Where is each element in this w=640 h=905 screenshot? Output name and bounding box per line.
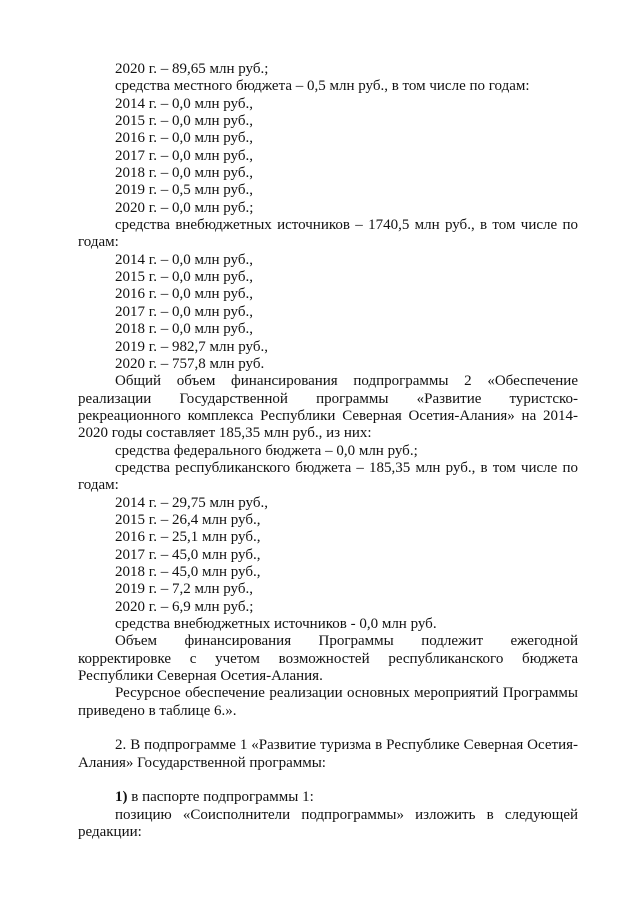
adjustment-line: корректировке с учетом возможностей республиканского бюджета [78, 650, 578, 667]
year-line: 2014 г. – 29,75 млн руб., [115, 494, 268, 511]
republican-budget-heading-cont: годам: [78, 477, 119, 494]
extrabudgetary-line: средства внебюджетных источников - 0,0 млн руб. [115, 616, 437, 632]
passport-line [78, 789, 578, 806]
resources-line: Ресурсное обеспечение реализации основных мероприятий Программы [115, 685, 578, 702]
funding-line-2020: 2020 г. – 89,65 млн руб.; [115, 61, 269, 77]
subprogram2-total-line: Общий объем финансирования подпрограммы 2 «Обеспечение [115, 373, 578, 390]
extrabudgetary-heading: средства внебюджетных источников – 1740,5 млн руб., в том числе по [115, 217, 578, 234]
year-line: 2019 г. – 7,2 млн руб., [115, 581, 253, 598]
amendment-item-line: Алания» Государственной программы: [78, 754, 326, 771]
republican-budget-heading: средства республиканского бюджета – 185,35 млн руб., в том числе по [115, 459, 578, 476]
resources-line: приведено в таблице 6.». [78, 702, 237, 719]
year-line: 2016 г. – 25,1 млн руб., [115, 529, 261, 546]
position-line: позицию «Соисполнители подпрограммы» изложить в следующей [115, 806, 578, 823]
adjustment-line: Республики Северная Осетия-Алания. [78, 668, 323, 685]
amendment-item-line: 2. В подпрограмме 1 «Развитие туризма в Республике Северная Осетия- [115, 737, 578, 754]
year-line: 2020 г. – 0,0 млн руб.; [115, 199, 254, 216]
year-line: 2015 г. – 0,0 млн руб., [115, 113, 253, 130]
year-line: 2016 г. – 0,0 млн руб., [115, 130, 253, 147]
year-line: 2014 г. – 0,0 млн руб., [115, 95, 253, 112]
passport-number: 1) [115, 789, 128, 806]
blank-line [78, 772, 578, 789]
subprogram2-total-line: реализации Государственной программы «Развитие туристско- [78, 390, 578, 407]
year-line: 2019 г. – 0,5 млн руб., [115, 182, 253, 199]
year-line: 2018 г. – 0,0 млн руб., [115, 165, 253, 182]
blank-line [78, 720, 578, 737]
year-line: 2017 г. – 45,0 млн руб., [115, 546, 261, 563]
federal-budget-line: средства федерального бюджета – 0,0 млн руб.; [115, 442, 418, 459]
subprogram2-total-line: рекреационного комплекса Республики Северная Осетия-Алания» на 2014- [78, 407, 578, 424]
position-line: редакции: [78, 824, 142, 841]
adjustment-line: Объем финансирования Программы подлежит ежегодной [115, 633, 578, 650]
year-line: 2018 г. – 45,0 млн руб., [115, 563, 261, 580]
passport-text: в паспорте подпрограммы 1: [131, 789, 314, 806]
extrabudgetary-heading-cont: годам: [78, 234, 119, 251]
year-line: 2017 г. – 0,0 млн руб., [115, 147, 253, 164]
year-line: 2015 г. – 26,4 млн руб., [115, 511, 261, 528]
year-line: 2019 г. – 982,7 млн руб., [115, 338, 268, 355]
year-line: 2017 г. – 0,0 млн руб., [115, 303, 253, 320]
document-body [78, 61, 578, 841]
subprogram2-total-line: 2020 годы составляет 185,35 млн руб., из них: [78, 425, 372, 442]
local-budget-heading: средства местного бюджета – 0,5 млн руб., в том числе по годам: [115, 78, 530, 95]
year-line: 2020 г. – 6,9 млн руб.; [115, 598, 254, 615]
year-line: 2014 г. – 0,0 млн руб., [115, 251, 253, 268]
year-line: 2015 г. – 0,0 млн руб., [115, 269, 253, 286]
year-line: 2018 г. – 0,0 млн руб., [115, 321, 253, 338]
year-line: 2020 г. – 757,8 млн руб. [115, 355, 265, 372]
year-line: 2016 г. – 0,0 млн руб., [115, 286, 253, 303]
